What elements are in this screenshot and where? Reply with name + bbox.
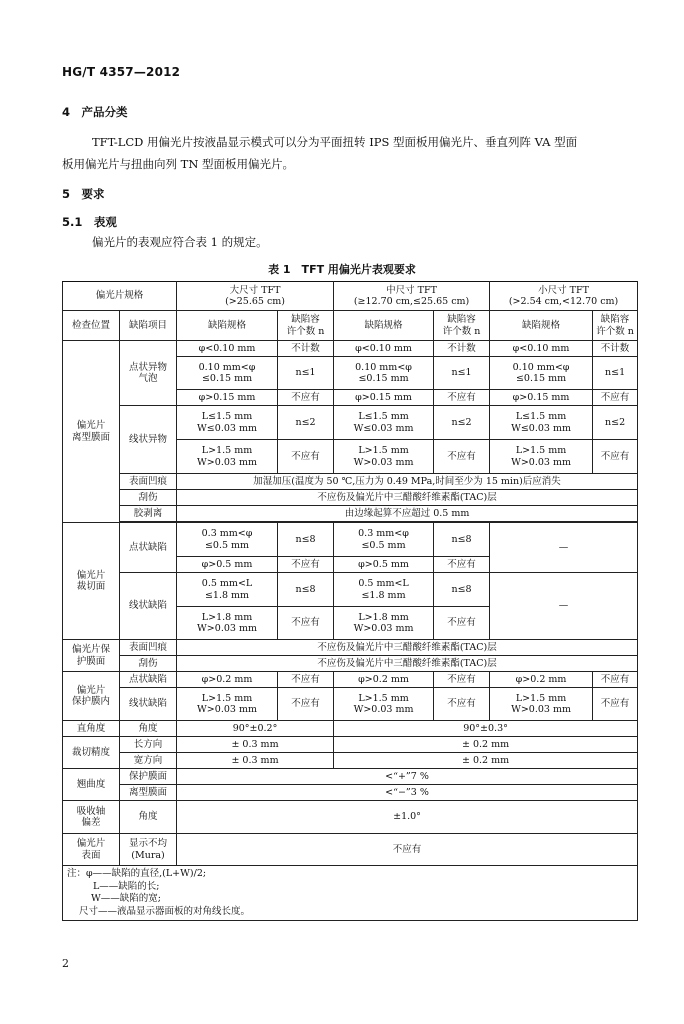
item-surface-dent: 表面凹痕 — [120, 640, 177, 656]
surface-dent-requirement: 加湿加压(温度为 50 ℃,压力为 0.49 MPa,时间至少为 15 min)后应消失 — [177, 474, 638, 490]
item-line-foreign: 线状异物 — [120, 406, 177, 474]
table-cell: 不应有 — [278, 390, 334, 406]
mura-requirement: 不应有 — [177, 834, 638, 866]
table-cell: φ>0.15 mm — [334, 390, 434, 406]
table-cell: φ>0.5 mm — [177, 557, 278, 573]
table-cell: 不应有 — [593, 672, 638, 688]
table-cell: n≤8 — [278, 573, 334, 607]
warp-protective: <“+”7 % — [177, 769, 638, 785]
section-4-line-2: 板用偏光片与扭曲向列 TN 型面板用偏光片。 — [62, 157, 295, 171]
item-angle: 角度 — [120, 721, 177, 737]
item-dot-foreign: 点状异物 气泡 — [120, 341, 177, 406]
table-notes — [63, 866, 638, 921]
section-4-title: 4 产品分类 — [62, 105, 128, 119]
table-caption: 表 1 TFT 用偏光片表观要求 — [268, 263, 416, 276]
table-cell: φ>0.15 mm — [490, 390, 593, 406]
table-cell: φ<0.10 mm — [177, 341, 278, 357]
table-cell: 不应有 — [278, 440, 334, 474]
group-protective-inner: 偏光片 保护膜内 — [63, 672, 120, 721]
protective-dent-requirement: 不应伤及偏光片中三醋酸纤维素酯(TAC)层 — [177, 640, 638, 656]
item-scratch: 刮伤 — [120, 656, 177, 672]
item-scratch: 刮伤 — [120, 490, 177, 506]
standard-header: HG/T 4357—2012 — [62, 65, 181, 79]
table-cell: φ>0.2 mm — [490, 672, 593, 688]
table-cell: φ>0.2 mm — [177, 672, 278, 688]
table-cell: 不应有 — [278, 672, 334, 688]
header-defect-spec: 缺陷规格 — [490, 311, 593, 341]
table-cell-empty: — — [490, 573, 638, 640]
header-defect-spec: 缺陷规格 — [334, 311, 434, 341]
table-cell: n≤8 — [434, 523, 490, 557]
table-cell: 0.3 mm<φ ≤0.5 mm — [177, 523, 278, 557]
table-cell: L>1.8 mm W>0.03 mm — [334, 607, 434, 640]
header-item: 缺陷项目 — [120, 311, 177, 341]
table-cell: 0.10 mm<φ ≤0.15 mm — [334, 357, 434, 390]
table-cell: 不计数 — [434, 341, 490, 357]
table-cell: 不应有 — [593, 390, 638, 406]
header-position: 检查位置 — [63, 311, 120, 341]
item-warp: 翘曲度 — [63, 769, 120, 801]
tol-large-short: ± 0.3 mm — [177, 753, 334, 769]
absorption-axis-value: ±1.0° — [177, 801, 638, 834]
glue-peel-requirement: 由边缘起算不应超过 0.5 mm — [177, 506, 638, 522]
table-cell: L>1.5 mm W>0.03 mm — [490, 688, 593, 721]
table-cell: 0.10 mm<φ ≤0.15 mm — [177, 357, 278, 390]
header-small: 小尺寸 TFT (>2.54 cm,<12.70 cm) — [490, 282, 638, 311]
table-cell: 不应有 — [434, 672, 490, 688]
item-protective-film: 保护膜面 — [120, 769, 177, 785]
table-cell: n≤1 — [434, 357, 490, 390]
section-5-1-title: 5.1 表观 — [62, 215, 117, 229]
table-cell: n≤8 — [434, 573, 490, 607]
table-cell: L>1.5 mm W>0.03 mm — [334, 440, 434, 474]
table-cell: φ<0.10 mm — [334, 341, 434, 357]
header-defect-spec: 缺陷规格 — [177, 311, 278, 341]
table-cell: 不应有 — [434, 390, 490, 406]
angle-large: 90°±0.2° — [177, 721, 334, 737]
tol-large-long: ± 0.3 mm — [177, 737, 334, 753]
table-cell: 0.10 mm<φ ≤0.15 mm — [490, 357, 593, 390]
item-dot-defect: 点状缺陷 — [120, 672, 177, 688]
table-cell: n≤2 — [278, 406, 334, 440]
table-cell: 0.3 mm<φ ≤0.5 mm — [334, 523, 434, 557]
tol-other-short: ± 0.2 mm — [334, 753, 638, 769]
table-cell: 不应有 — [593, 440, 638, 474]
table-cell: 不应有 — [434, 557, 490, 573]
group-cut-surface: 偏光片 裁切面 — [63, 523, 120, 640]
table-cell: φ>0.15 mm — [177, 390, 278, 406]
table-cell: φ>0.2 mm — [334, 672, 434, 688]
item-release-film: 离型膜面 — [120, 785, 177, 801]
table-cell: n≤2 — [593, 406, 638, 440]
note-line: L——缺陷的长; — [93, 880, 160, 892]
page-number: 2 — [62, 957, 69, 970]
item-surface-dent: 表面凹痕 — [120, 474, 177, 490]
table-cell: 不应有 — [278, 557, 334, 573]
item-short-side: 宽方向 — [120, 753, 177, 769]
table-cell: n≤1 — [593, 357, 638, 390]
table-cell: 不应有 — [593, 688, 638, 721]
item-line-defect: 线状缺陷 — [120, 688, 177, 721]
group-protective-surface: 偏光片保 护膜面 — [63, 640, 120, 672]
tol-other-long: ± 0.2 mm — [334, 737, 638, 753]
header-spec: 偏光片规格 — [63, 282, 177, 311]
item-long-side: 长方向 — [120, 737, 177, 753]
table-cell-empty: — — [490, 523, 638, 573]
table-cell: L>1.5 mm W>0.03 mm — [177, 688, 278, 721]
table-cell: L≤1.5 mm W≤0.03 mm — [334, 406, 434, 440]
table-cell: 不应有 — [434, 607, 490, 640]
table-cell: 不应有 — [434, 440, 490, 474]
header-allow: 缺陷容 许个数 n — [278, 311, 334, 341]
item-dot-defect: 点状缺陷 — [120, 523, 177, 573]
table-cell: L>1.5 mm W>0.03 mm — [177, 440, 278, 474]
protective-scratch-requirement: 不应伤及偏光片中三醋酸纤维素酯(TAC)层 — [177, 656, 638, 672]
table-cell: L≤1.5 mm W≤0.03 mm — [490, 406, 593, 440]
note-line: W——缺陷的宽; — [91, 893, 161, 904]
header-medium: 中尺寸 TFT (≥12.70 cm,≤25.65 cm) — [334, 282, 490, 311]
table-cell: 不应有 — [278, 688, 334, 721]
note-line: 尺寸——液晶显示器面板的对角线长度。 — [79, 905, 251, 917]
item-cut-precision: 裁切精度 — [63, 737, 120, 769]
table-cell: 不计数 — [593, 341, 638, 357]
scratch-requirement: 不应伤及偏光片中三醋酸纤维素酯(TAC)层 — [177, 490, 638, 506]
item-absorption-axis: 吸收轴 偏差 — [63, 801, 120, 834]
table-cell: L>1.5 mm W>0.03 mm — [334, 688, 434, 721]
note-line: 注：φ——缺陷的直径,(L+W)/2; — [67, 868, 207, 879]
table-cell: 不计数 — [278, 341, 334, 357]
group-release-film: 偏光片 离型膜面 — [63, 341, 120, 523]
table-cell: 0.5 mm<L ≤1.8 mm — [334, 573, 434, 607]
section-4-line-1: TFT-LCD 用偏光片按液晶显示模式可以分为平面扭转 IPS 型面板用偏光片、垂直列阵 VA 型面 — [92, 135, 578, 149]
header-large: 大尺寸 TFT (>25.65 cm) — [177, 282, 334, 311]
table-cell: n≤1 — [278, 357, 334, 390]
table-cell: φ>0.5 mm — [334, 557, 434, 573]
item-right-angle: 直角度 — [63, 721, 120, 737]
table-cell: φ<0.10 mm — [490, 341, 593, 357]
header-allow: 缺陷容 许个数 n — [434, 311, 490, 341]
table-cell: L>1.5 mm W>0.03 mm — [490, 440, 593, 474]
item-line-defect: 线状缺陷 — [120, 573, 177, 640]
table-cell: 不应有 — [278, 607, 334, 640]
header-allow: 缺陷容 许个数 n — [593, 311, 638, 341]
item-angle: 角度 — [120, 801, 177, 834]
table-cell: L≤1.5 mm W≤0.03 mm — [177, 406, 278, 440]
table-cell: 不应有 — [434, 688, 490, 721]
table-cell: 0.5 mm<L ≤1.8 mm — [177, 573, 278, 607]
warp-release: <“−”3 % — [177, 785, 638, 801]
table-cell: L>1.8 mm W>0.03 mm — [177, 607, 278, 640]
item-glue-peel: 胶剥离 — [120, 506, 177, 522]
angle-other: 90°±0.3° — [334, 721, 638, 737]
table-cell: n≤8 — [278, 523, 334, 557]
section-5-title: 5 要求 — [62, 187, 105, 201]
item-surface: 偏光片 表面 — [63, 834, 120, 866]
table-cell: n≤2 — [434, 406, 490, 440]
section-5-1-text: 偏光片的表观应符合表 1 的规定。 — [92, 235, 268, 249]
appearance-requirements-table — [62, 281, 638, 921]
item-mura: 显示不均 (Mura) — [120, 834, 177, 866]
